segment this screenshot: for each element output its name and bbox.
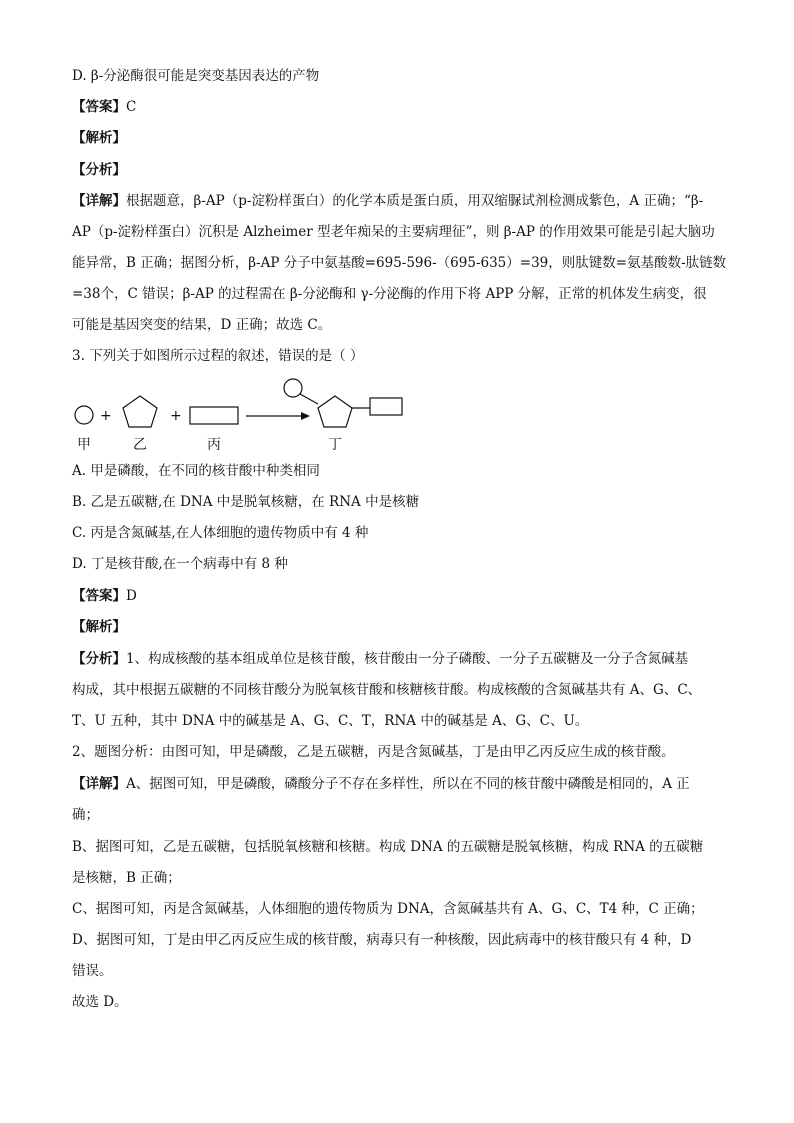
q2-detail-line: 【详解】根据题意，β-AP（p-淀粉样蛋白）的化学本质是蛋白质，用双缩脲试剂检测成紫色，A 正确；“β- (72, 193, 704, 209)
q2-detail-line: 能异常，B 正确；据图分析，β-AP 分子中氨基酸=695-596-（695-635）=39，则肽键数=氨基酸数-肽链数 (72, 255, 727, 271)
q3-detail-line: C、据图可知，丙是含氮碱基，人体细胞的遗传物质为 DNA，含氮碱基共有 A、G、C、T4 种，C 正确； (72, 901, 704, 917)
nucleotide-pentagon (318, 396, 352, 427)
plus-sign: + (170, 408, 182, 424)
q2-detail-line: AP（p-淀粉样蛋白）沉积是 Alzheimer 型老年痴呆的主要病理征”，则 β-AP 的作用效果可能是引起大脑功 (72, 224, 715, 240)
nucleotide-base (370, 398, 402, 415)
q3-detail-line: 确； (72, 807, 99, 823)
nucleotide-diagram (60, 375, 420, 455)
q2-option-d: D. β-分泌酶很可能是突变基因表达的产物 (72, 68, 320, 84)
q3-fenxi-line: T、U 五种，其中 DNA 中的碱基是 A、G、C、T，RNA 中的碱基是 A、G、C、U。 (72, 713, 589, 729)
plus-sign: + (100, 408, 112, 424)
q2-fenxi-tag: 【分析】 (72, 162, 126, 178)
q3-detail-line: 错误。 (72, 963, 113, 979)
q3-detail-line: 故选 D。 (72, 994, 128, 1010)
label-jia: 甲 (77, 437, 91, 453)
q2-detail-line: 可能是基因突变的结果，D 正确；故选 C。 (72, 317, 332, 333)
q3-detail-line: 【详解】A、据图可知，甲是磷酸，磷酸分子不存在多样性，所以在不同的核苷酸中磷酸是相同的，A 正 (72, 776, 690, 792)
detail-tag: 【详解】 (72, 776, 126, 792)
answer-tag: 【答案】 (72, 588, 126, 604)
q2-answer (72, 98, 734, 116)
q3-option-a: A. 甲是磷酸，在不同的核苷酸中种类相同 (72, 463, 320, 479)
q3-option-d: D. 丁是核苷酸,在一个病毒中有 8 种 (72, 556, 288, 572)
label-bing: 丙 (207, 437, 221, 453)
q3-detail-line: 是核糖，B 正确； (72, 870, 181, 886)
answer-tag: 【答案】 (72, 99, 126, 115)
base-rectangle (190, 407, 238, 424)
bond-line (300, 394, 318, 404)
answer-value: C (126, 99, 137, 115)
label-yi: 乙 (133, 437, 147, 453)
q3-fenxi-line: 【分析】1、构成核酸的基本组成单位是核苷酸，核苷酸由一分子磷酸、一分子五碳糖及一分子含氮碱基 (72, 651, 689, 667)
q3-option-c: C. 丙是含氮碱基,在人体细胞的遗传物质中有 4 种 (72, 525, 369, 541)
q3-detail-line: D、据图可知，丁是由甲乙丙反应生成的核苷酸，病毒只有一种核酸，因此病毒中的核苷酸只有 4 种，D (72, 932, 692, 948)
q3-analysis-tag: 【解析】 (72, 619, 126, 635)
q3-option-b: B. 乙是五碳糖,在 DNA 中是脱氧核糖，在 RNA 中是核糖 (72, 494, 420, 510)
q3-detail-line: B、据图可知，乙是五碳糖，包括脱氧核糖和核糖。构成 DNA 的五碳糖是脱氧核糖，构成 RNA 的五碳糖 (72, 839, 704, 855)
phosphate-circle (75, 406, 93, 424)
nucleotide-phosphate (284, 379, 302, 397)
pentose-pentagon (123, 396, 157, 427)
q3-stem: 3. 下列关于如图所示过程的叙述，错误的是（ ） (72, 348, 364, 364)
detail-tag: 【详解】 (72, 193, 126, 209)
label-ding: 丁 (328, 437, 342, 453)
q3-fenxi-line: 构成，其中根据五碳糖的不同核苷酸分为脱氧核苷酸和核糖核苷酸。构成核酸的含氮碱基共有 A、G、C、 (72, 682, 702, 698)
q2-detail-line: =38个，C 错误；β-AP 的过程需在 β-分泌酶和 γ-分泌酶的作用下将 APP 分解，正常的机体发生病变，很 (72, 286, 707, 302)
answer-value: D (126, 588, 137, 604)
q2-analysis-tag: 【解析】 (72, 130, 126, 146)
q3-answer (72, 587, 734, 605)
fenxi-tag: 【分析】 (72, 651, 126, 667)
q3-fenxi-line: 2、题图分析：由图可知，甲是磷酸，乙是五碳糖，丙是含氮碱基，丁是由甲乙丙反应生成的核苷酸。 (72, 744, 675, 760)
arrow-head (301, 412, 310, 420)
